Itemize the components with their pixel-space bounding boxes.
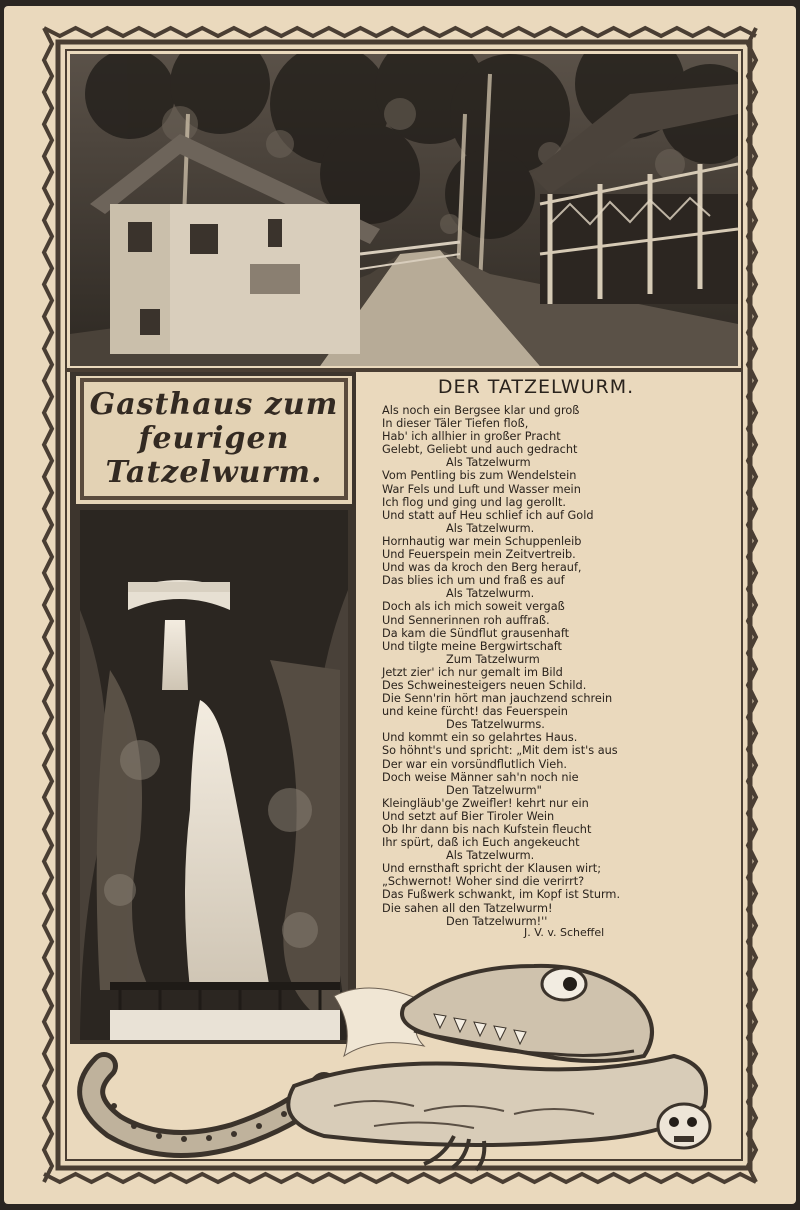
poem-line: Das Fußwerk schwankt, im Kopf ist Sturm. bbox=[382, 888, 621, 902]
poem-line: Vom Pentling bis zum Wendelstein bbox=[382, 469, 577, 483]
poem-line: und keine fürcht! das Feuerspein bbox=[382, 705, 568, 719]
inn-name-sign bbox=[80, 378, 348, 500]
poem-refrain-line: Den Tatzelwurm" bbox=[446, 783, 542, 797]
poem-line: Hornhautig war mein Schuppenleib bbox=[382, 534, 582, 548]
poem-refrain-line: Den Tatzelwurm!'' bbox=[446, 914, 548, 928]
poem-line: Doch als ich mich soweit vergaß bbox=[382, 600, 565, 614]
poem-line: Ich flog und ging und lag gerollt. bbox=[382, 495, 567, 509]
poem-text bbox=[382, 404, 712, 928]
poem-line: Und tilgte meine Bergwirtschaft bbox=[382, 639, 562, 653]
poem-line: War Fels und Luft und Wasser mein bbox=[382, 482, 581, 496]
poem-line: Und kommt ein so gelahrtes Haus. bbox=[382, 731, 578, 745]
postcard bbox=[4, 6, 796, 1204]
poem-refrain-line: Als Tatzelwurm. bbox=[446, 849, 535, 863]
poem-line: Jetzt zier' ich nur gemalt im Bild bbox=[382, 665, 563, 679]
sign-line-2: feurigen bbox=[138, 421, 290, 456]
poem-refrain-line: Zum Tatzelwurm bbox=[446, 652, 540, 666]
poem-line: Gelebt, Geliebt und auch gedracht bbox=[382, 443, 578, 457]
poem-line: Ob Ihr dann bis nach Kufstein fleucht bbox=[382, 823, 592, 836]
inn-photograph bbox=[70, 54, 738, 366]
poem-line: Das blies ich um und fraß es auf bbox=[382, 574, 565, 588]
poem-line: Und statt auf Heu schlief ich auf Gold bbox=[382, 508, 594, 522]
poem-refrain-line: Als Tatzelwurm. bbox=[446, 521, 535, 535]
tatzelwurm-dragon-illustration bbox=[74, 936, 734, 1176]
poem-line: Hab' ich allhier in großer Pracht bbox=[382, 430, 561, 444]
poem-refrain-line: Als Tatzelwurm. bbox=[446, 587, 535, 601]
sign-line-1: Gasthaus zum bbox=[89, 387, 339, 422]
poem-line: Doch weise Männer sah'n noch nie bbox=[382, 770, 579, 784]
poem-line: Und setzt auf Bier Tiroler Wein bbox=[382, 809, 555, 823]
poem-line: Die Senn'rin hört man jauchzend schrein bbox=[382, 692, 613, 706]
poem-line: „Schwernot! Woher sind die verirrt? bbox=[382, 875, 585, 889]
sign-line-3: Tatzelwurm. bbox=[105, 455, 323, 490]
poem-line: Und ernsthaft spricht der Klausen wirt; bbox=[382, 862, 602, 876]
poem-title: DER TATZELWURM. bbox=[437, 376, 635, 398]
poem-line: Und Sennerinnen roh auffraß. bbox=[382, 613, 550, 627]
poem-line: Und was da kroch den Berg herauf, bbox=[382, 561, 582, 575]
poem-line: Ihr spürt, daß ich Euch angekeucht bbox=[382, 836, 580, 850]
poem-line: Der war ein vorsündflutlich Vieh. bbox=[382, 757, 568, 771]
poem-line: Kleingläub'ge Zweifler! kehrt nur ein bbox=[382, 796, 589, 810]
poem-refrain-line: Als Tatzelwurm bbox=[446, 456, 531, 470]
poem-line: So höhnt's und spricht: „Mit dem ist's aus bbox=[382, 744, 618, 758]
poem-author: J. V. v. Scheffel bbox=[524, 926, 605, 939]
poem-line: Die sahen all den Tatzelwurm! bbox=[382, 901, 553, 915]
poem-line: Und Feuerspein mein Zeitvertreib. bbox=[382, 548, 576, 562]
poem-line: Des Schweinesteigers neuen Schild. bbox=[382, 678, 587, 692]
poem-refrain-line: Des Tatzelwurms. bbox=[446, 718, 545, 732]
poem-line: In dieser Täler Tiefen floß, bbox=[382, 417, 529, 431]
poem-line: Als noch ein Bergsee klar und groß bbox=[382, 404, 580, 417]
poem-line: Da kam die Sündflut grausenhaft bbox=[382, 626, 570, 640]
